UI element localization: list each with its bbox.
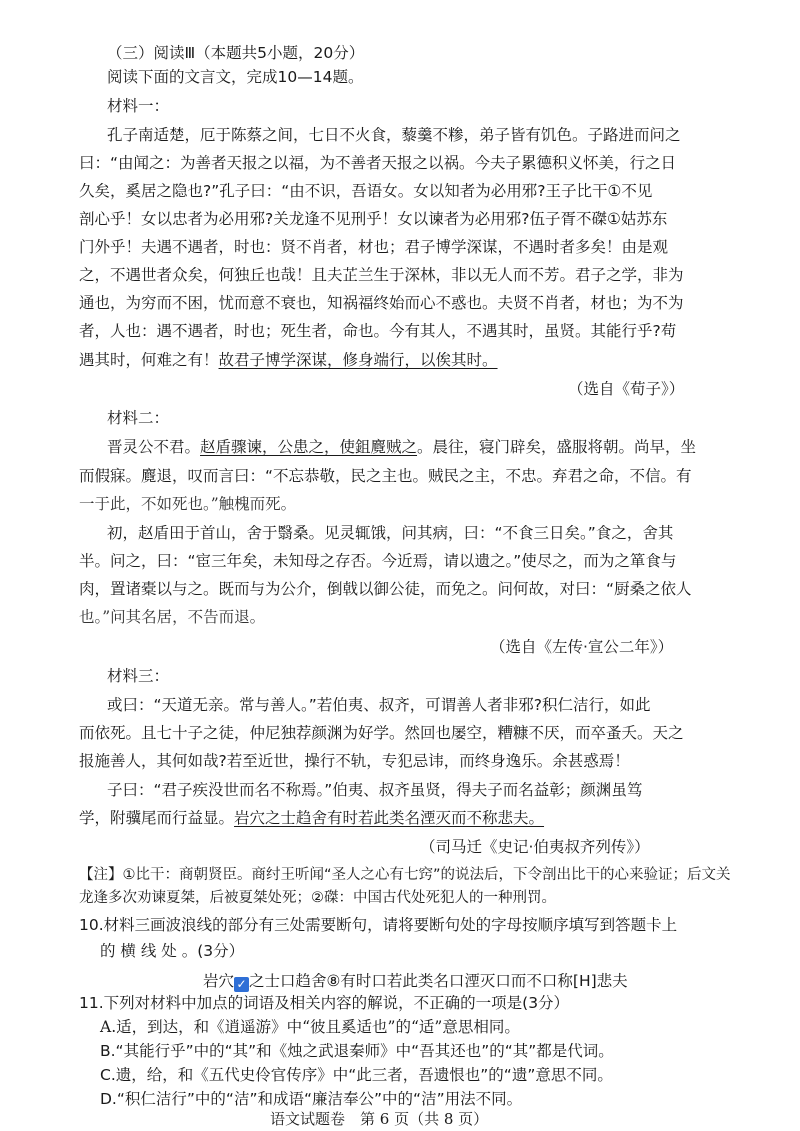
section-title: （三）阅读Ⅲ（本题共5小题，20分） — [107, 44, 365, 62]
material1-label: 材料一： — [107, 97, 170, 115]
material2-source: （选自《左传·宣公二年》） — [490, 638, 674, 656]
material3-p2-line-1: 子曰：“君子疾没世而名不称焉。”伯夷、叔齐虽贤，得夫子而名益彰；颜渊虽笃 — [107, 781, 643, 799]
material1-line-4: 剖心乎！女以忠者为必用邪?关龙逢不见刑乎！女以谏者为必用邪?伍子胥不磔①姑苏东 — [79, 210, 668, 228]
material2-underlined-phrase: 赵盾骤谏，公患之，使鉏麑贼之 — [200, 438, 418, 456]
material1-line-3: 久矣，奚居之隐也?”孔子曰：“由不识，吾语女。女以知者为必用邪?王子比干①不见 — [79, 182, 653, 200]
material1-line-1: 孔子南适楚，厄于陈蔡之间，七日不火食，藜羹不糁，弟子皆有饥色。子路进而问之 — [107, 126, 681, 144]
q10-answer — [203, 970, 628, 992]
material1-line-2: 曰：“由闻之：为善者天报之以福，为不善者天报之以祸。今夫子累德积义怀美，行之日 — [79, 154, 677, 172]
q11-option-a: A.适，到达，和《逍遥游》中“彼且奚适也”的“适”意思相同。 — [100, 1018, 520, 1036]
checkbox-icon[interactable]: ✓ — [234, 977, 249, 992]
page-footer: 语文试题卷 第 6 页（共 8 页） — [270, 1110, 489, 1128]
material2-p1-line-3: 一于此，不如死也。”触槐而死。 — [79, 495, 297, 513]
material3-wavy-underlined: 岩穴之士趋舍有时若此类名湮灭而不称悲夫。 — [234, 809, 545, 827]
material3-p2-plain: 学，附骥尾而行益显。 — [79, 809, 235, 827]
material3-p1-line-1: 或曰：“天道无亲。常与善人。”若伯夷、叔齐，可谓善人者非邪?积仁洁行，如此 — [107, 696, 651, 714]
material1-underlined-sentence: 故君子博学深谋，修身端行，以俟其时。 — [218, 351, 498, 369]
q10-answer-rest: 之士口趋舍⑧有时口若此类名口湮灭口而不口称[H]悲夫 — [249, 972, 628, 990]
note-line-2: 龙逢多次劝谏夏桀，后被夏桀处死；②磔：中国古代处死犯人的一种刑罚。 — [79, 890, 556, 906]
note-line-1: 【注】①比干：商朝贤臣。商纣王听闻“圣人之心有七窍”的说法后，下令剖出比干的心来验证；后文关 — [79, 867, 731, 883]
material2-p1-start: 晋灵公不君。 — [107, 438, 201, 456]
material3-p1-line-3: 报施善人，其何如哉?若至近世，操行不轨，专犯忌讳，而终身逸乐。余甚惑焉！ — [79, 752, 630, 770]
q10-stem-line-2: 的 横 线 处 。(3分） — [100, 942, 245, 960]
q11-option-d: D.“积仁洁行”中的“洁”和成语“廉洁奉公”中的“洁”用法不同。 — [100, 1090, 523, 1108]
material2-p1-line-1 — [107, 436, 696, 458]
q10-answer-prefix: 岩穴 — [203, 972, 235, 990]
material3-label: 材料三： — [107, 667, 170, 685]
material1-line-7: 通也，为穷而不困，忧而意不衰也，知祸福终始而心不惑也。夫贤不肖者，材也；为不为 — [79, 294, 684, 312]
material3-p1-line-2: 而依死。且七十子之徒，仲尼独荐颜渊为好学。然回也屡空，糟糠不厌，而卒蚤夭。天之 — [79, 724, 684, 742]
material2-p2-line-3: 肉，置诸橐以与之。既而与为公介，倒戟以御公徒，而免之。问何故，对曰：“厨桑之依人 — [79, 580, 692, 598]
material3-source: （司马迁《史记·伯夷叔齐列传》） — [420, 838, 650, 856]
material1-line-6: 之，不遇世者众矣，何独丘也哉！且夫芷兰生于深林，非以无人而不芳。君子之学，非为 — [79, 266, 684, 284]
material2-p2-line-1: 初，赵盾田于首山，舍于翳桑。见灵辄饿，问其病，曰：“不食三日矣。”食之，舍其 — [107, 524, 674, 542]
material2-p1-rest: 。晨往，寝门辟矣，盛服将朝。尚早，坐 — [417, 438, 697, 456]
material2-p2-line-4: 也。”问其名居，不告而退。 — [79, 608, 266, 626]
q10-stem-line-1: 10.材料三画波浪线的部分有三处需要断句，请将要断句处的字母按顺序填写到答题卡上 — [79, 916, 678, 934]
material3-p2-line-2 — [79, 807, 544, 829]
material1-line-8: 者，人也：遇不遇者，时也；死生者，命也。今有其人，不遇其时，虽贤。其能行乎?苟 — [79, 322, 677, 340]
material1-last-plain: 遇其时，何难之有！ — [79, 351, 219, 369]
material2-p1-line-2: 而假寐。麑退，叹而言曰：“不忘恭敬，民之主也。贼民之主，不忠。弃君之命，不信。有 — [79, 467, 692, 485]
material1-source: （选自《荀子》） — [568, 380, 685, 398]
material1-line-5: 门外乎！夫遇不遇者，时也：贤不肖者，材也；君子博学深谋，不遇时者多矣！由是观 — [79, 238, 669, 256]
q11-option-c: C.遗，给，和《五代史伶官传序》中“此三者，吾遗恨也”的“遗”意思不同。 — [100, 1066, 613, 1084]
material1-line-9 — [79, 349, 498, 371]
material2-label: 材料二： — [107, 409, 170, 427]
material2-p2-line-2: 半。问之，曰：“宦三年矣，未知母之存否。今近焉，请以遗之。”使尽之，而为之箪食与 — [79, 552, 677, 570]
instruction: 阅读下面的文言文，完成10—14题。 — [107, 68, 364, 86]
q11-option-b: B.“其能行乎”中的“其”和《烛之武退秦师》中“吾其还也”的“其”都是代词。 — [100, 1042, 614, 1060]
q11-stem: 11.下列对材料中加点的词语及相关内容的解说，不正确的一项是(3分） — [79, 994, 570, 1012]
